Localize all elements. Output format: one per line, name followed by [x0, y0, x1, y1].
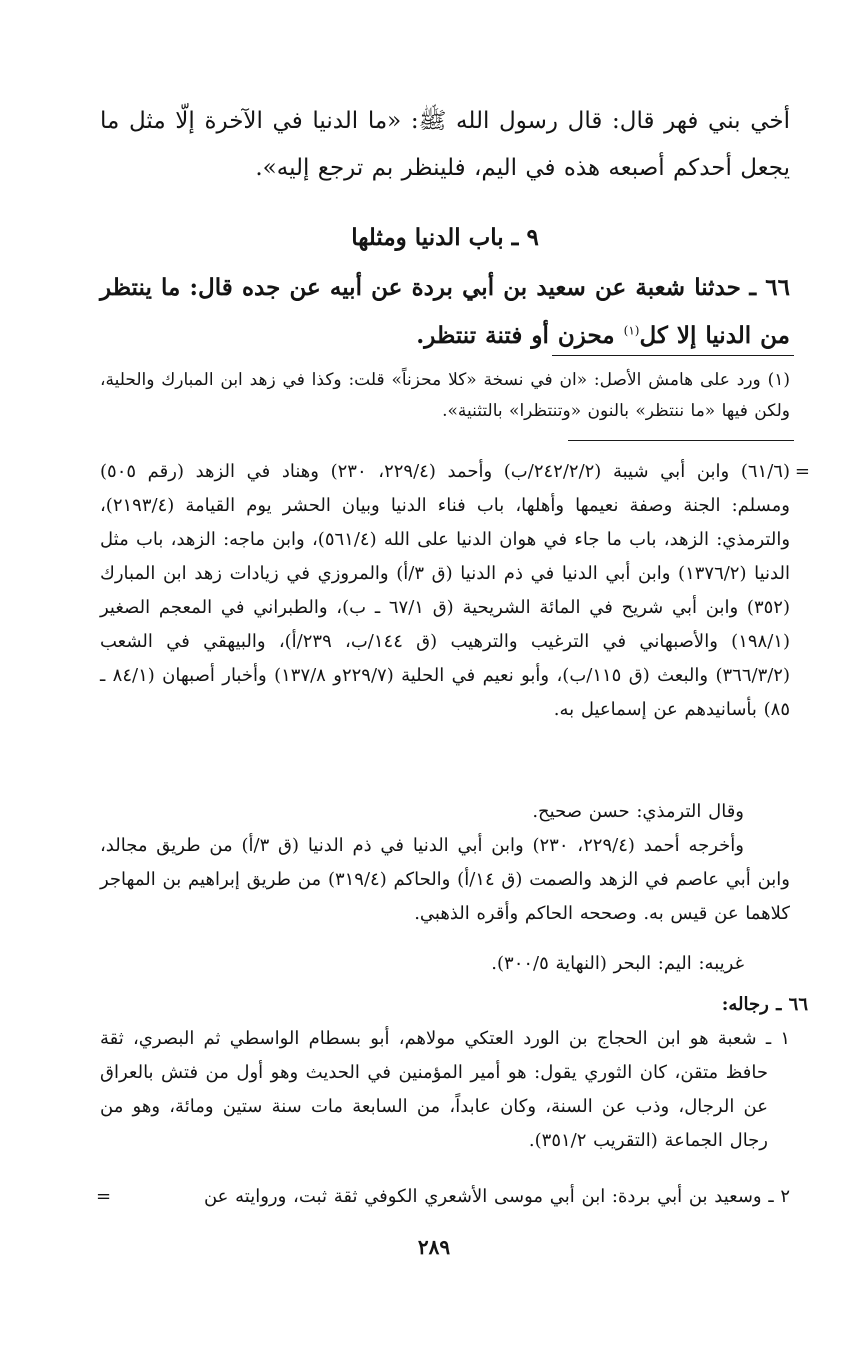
- intro-text: أخي بني فهر قال: قال رسول الله ﷺ: «ما الدنيا في الآخرة إلّا مثل ما يجعل أحدكم أصبعه هذه في اليم، فلينظر بم ترجع إليه».: [100, 108, 790, 181]
- hadith-text-before: حدثنا شعبة عن سعيد بن أبي بردة عن أبيه عن جده قال: ما ينتظر من الدنيا إلا كل: [100, 274, 790, 349]
- other-routes-paragraph: وأخرجه أحمد (٢٢٩/٤، ٢٣٠) وابن أبي الدنيا في ذم الدنيا (ق ٣/أ) من طريق مجالد، وابن أبي عاصم في الزهد والصمت (ق ١٤/أ) والحاكم (٣١٩/٤) من طريق إبراهيم بن المهاجر كلاهما عن قيس به. وصححه الحاكم وأقره الذهبي.: [100, 835, 790, 924]
- hadith-number: ٦٦ ـ: [749, 274, 791, 301]
- footnote-rule: [552, 355, 794, 356]
- intro-paragraph: [100, 98, 790, 192]
- gharib-note: غريبه: اليم: البحر (النهاية ٣٠٠/٥).: [491, 953, 744, 974]
- footnote: (١) ورد على هامش الأصل: «ان في نسخة «كلا محزناً» قلت: وكذا في زهد ابن المبارك والحلية، ولكن فيها «ما ننتظر» بالنون «وتنتظرا» بالتثنية».: [100, 370, 790, 421]
- takhrij-rule: [568, 440, 794, 441]
- continuation-marker-end: =: [96, 1186, 112, 1207]
- takhrij-paragraph: (٦١/٦) وابن أبي شيبة (٢٤٢/٢/٢/ب) وأحمد (٢٢٩/٤، ٢٣٠) وهناد في الزهد (رقم ٥٠٥) ومسلم: الجنة وصفة نعيمها وأهلها، باب فناء الدنيا وبيان الحشر يوم القيامة (٢١٩٣/٤)، والترمذي: الزهد، باب ما جاء في هوان الدنيا على الله (٥٦١/٤)، وابن ماجه: الزهد، باب مثل الدنيا (١٣٧٦/٢) وابن أبي الدنيا في ذم الدنيا (ق ٣/أ) والمروزي في زيادات زهد ابن المبارك (٣٥٢) وابن أبي شريح في المائة الشريحية (ق ٦٧/١ ـ ب)، والطبراني في المعجم الصغير (١٩٨/١) والأصبهاني في الترغيب والترهيب (ق ١٤٤/ب، ٢٣٩/أ)، والبيهقي في الشعب (٣٦٦/٣/٢) والبعث (ق ١١٥/ب)، وأبو نعيم في الحلية (٢٢٩/٧و ١٣٧/٨) وأخبار أصبهان (٨٤/١ ـ ٨٥) بأسانيدهم عن إسماعيل به.: [100, 461, 791, 720]
- chapter-heading: ٩ ـ باب الدنيا ومثلها: [351, 224, 539, 251]
- tirmidhi-note: وقال الترمذي: حسن صحيح.: [532, 801, 744, 822]
- page-number: ٢٨٩: [417, 1235, 451, 1259]
- continuation-marker: =: [794, 461, 810, 482]
- narrator-item: ١ ـ شعبة هو ابن الحجاج بن الورد العتكي مولاهم، أبو بسطام الواسطي ثم البصري، ثقة حافظ متقن، كان الثوري يقول: هو أمير المؤمنين في الحديث وهو أول من فتش بالعراق عن الرجال، وذب عن السنة، وكان عابداً، من السابعة مات سنة ستين ومائة، وهو من رجال الجماعة (التقريب ٣٥١/٢).: [100, 1028, 790, 1151]
- hadith-paragraph: [100, 264, 790, 360]
- hadith-text-after: محزن أو فتنة تنتظر.: [416, 322, 624, 349]
- rijal-heading: ٦٦ ـ رجاله:: [721, 994, 808, 1015]
- narrator-item: ٢ ـ وسعيد بن أبي بردة: ابن أبي موسى الأشعري الكوفي ثقة ثبت، وروايته عن: [203, 1186, 790, 1207]
- footnote-reference: (١): [623, 323, 640, 338]
